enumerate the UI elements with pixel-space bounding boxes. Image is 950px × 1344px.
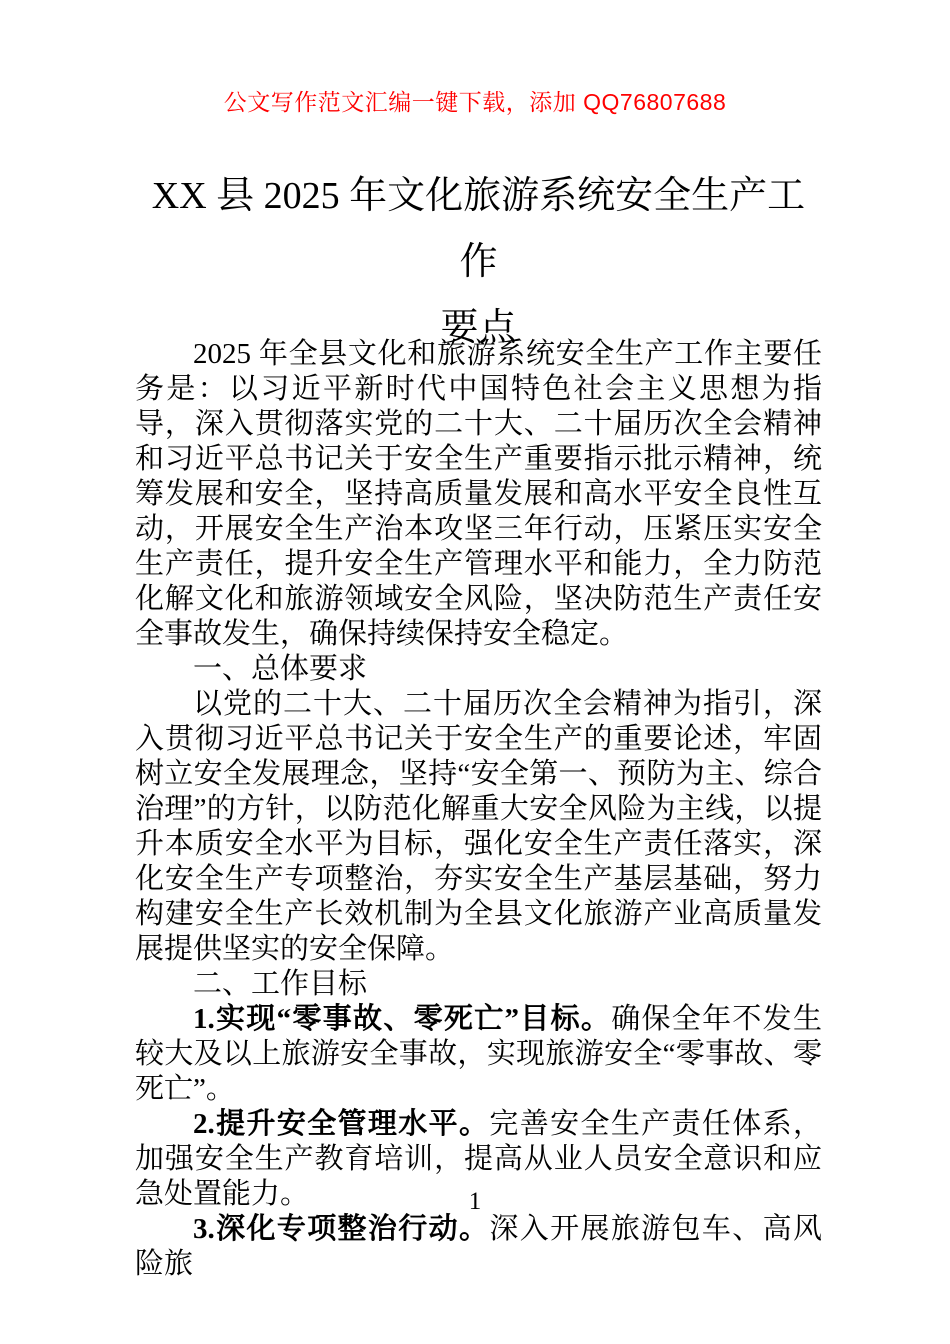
document-title [135, 163, 822, 361]
goal-item-3-lead: 3.深化专项整治行动。 [193, 1213, 490, 1245]
section-heading-2: 二、工作目标 [193, 968, 368, 1000]
goal-item-1 [135, 1002, 822, 1107]
section-heading-1: 一、总体要求 [193, 653, 368, 685]
paragraph-intro: 2025 年全县文化和旅游系统安全生产工作主要任务是：以习近平新时代中国特色社会主义思想为指导，深入贯彻落实党的二十大、二十届历次全会精神和习近平总书记关于安全生产重要指示批示精神，统筹发展和安全，坚持高质量发展和高水平安全良性互动，开展安全生产治本攻坚三年行动，压紧压实安全生产责任，提升安全生产管理水平和能力，全力防范化解文化和旅游领域安全风险，坚决防范生产责任安全事故发生，确保持续保持安全稳定。 [135, 338, 822, 650]
document-body [135, 337, 822, 1282]
goal-item-2-text: 完善安全生产责任体系，加强安全生产教育培训，提高从业人员安全意识和应急处置能力。 [135, 1108, 822, 1210]
title-line-2: 要点 [440, 307, 517, 349]
title-line-1: XX 县 2025 年文化旅游系统安全生产工作 [151, 175, 806, 283]
goal-item-1-lead: 1.实现“零事故、零死亡”目标。 [193, 1003, 612, 1035]
header-notice: 公文写作范文汇编一键下载，添加 QQ76807688 [223, 89, 727, 115]
goal-item-3-text: 深入开展旅游包车、高风险旅 [135, 1213, 822, 1280]
goal-item-1-text: 确保全年不发生较大及以上旅游安全事故，实现旅游安全“零事故、零死亡”。 [135, 1003, 822, 1105]
goal-item-3 [135, 1212, 822, 1282]
paragraph-overall-requirements: 以党的二十大、二十届历次全会精神为指引，深入贯彻习近平总书记关于安全生产的重要论述，牢固树立安全发展理念，坚持“安全第一、预防为主、综合治理”的方针，以防范化解重大安全风险为主线，以提升本质安全水平为目标，强化安全生产责任落实，深化安全生产专项整治，夯实安全生产基层基础，努力构建安全生产长效机制为全县文化旅游产业高质量发展提供坚实的安全保障。 [135, 688, 822, 965]
goal-item-2-lead: 2.提升安全管理水平。 [193, 1108, 490, 1140]
page-number: 1 [468, 1188, 482, 1215]
